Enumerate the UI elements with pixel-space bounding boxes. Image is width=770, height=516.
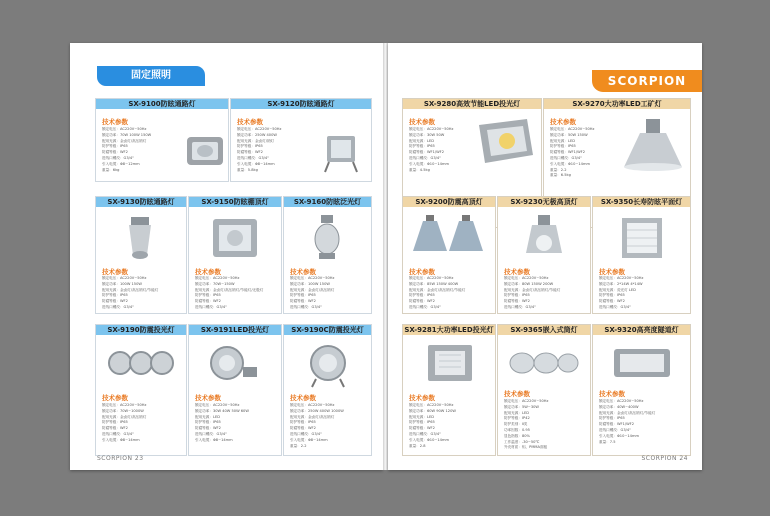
- specs-heading: 技术参数: [550, 118, 576, 126]
- led-flood-light-image: [473, 115, 537, 171]
- product-title: SX-9190C防震投光灯: [284, 325, 371, 335]
- product-title: SX-9160防眩泛光灯: [284, 197, 371, 207]
- product-card: [497, 196, 591, 314]
- product-card: [95, 324, 187, 456]
- road-light-image: [321, 132, 361, 174]
- spec-list: 额定电压：AC220V~50Hz 额定功率：50W 150W 配用光源：LED 防护等级：IP65 防腐等级：WF1/WF2 进线口螺纹：G3/4" 引入电缆：Φ10~14mm 重量：2.2 重量：6.5kg: [550, 127, 595, 178]
- product-title: SX-9150防眩棚顶灯: [189, 197, 281, 207]
- specs-heading: 技术参数: [409, 268, 435, 276]
- left-page: [70, 43, 383, 470]
- specs-heading: 技术参数: [102, 268, 128, 276]
- spec-list: 额定电压：AC220V~50Hz 额定功率：70W~1000W 配用光源：金卤灯/高压钠灯 防护等级：IP65 防腐等级：WF2 进线口螺纹：G3/4" 引入电缆：Φ8~14mm: [102, 403, 147, 442]
- led-projector-image: [207, 341, 263, 387]
- spec-list: 额定电压：AC220V~50Hz 额定功率：70W~150W 配用光源：金卤灯/高压钠灯/节能灯/无极灯 防护等级：IP65 防腐等级：WF2 进线口螺纹：G3/4": [195, 276, 264, 309]
- product-title: SX-9191LED投光灯: [189, 325, 281, 335]
- specs-heading: 技术参数: [409, 118, 435, 126]
- spec-list: 额定电压：AC220V~50Hz 额定功率：100W 150W 配用光源：金卤灯/高压钠灯 防护等级：IP65 防腐等级：WF2 进线口螺纹：G3/4": [290, 276, 335, 309]
- page-number: SCORPION 23: [97, 455, 144, 462]
- brand-logo: SCORPION: [592, 70, 702, 92]
- flood-light-image: [309, 213, 345, 263]
- product-title: SX-9190防震投光灯: [96, 325, 186, 335]
- specs-heading: 技术参数: [599, 268, 625, 276]
- product-card: [188, 324, 282, 456]
- spec-list: 额定电压：AC220V~50Hz 额定功率：5W~30W 配用光源：LED 防护等级：IP42 防护类别：Ⅱ类 功率因数：0.95 显色指数：80% 工作温度：-30~50℃ 外壳材质：铝、PMMA面板: [504, 399, 549, 450]
- product-title: SX-9200防震高顶灯: [403, 197, 495, 207]
- product-title: SX-9281大功率LED投光灯: [404, 326, 494, 334]
- product-title: SX-9230无极高顶灯: [498, 197, 590, 207]
- spec-list: 额定电压：AC220V~50Hz 额定功率：30W 40W 50W 60W 配用光源：LED 防护等级：IP65 防腐等级：WF2 进线口螺纹：G3/4" 引入电缆：Φ8~14mm: [195, 403, 249, 442]
- projector-light-image: [106, 343, 176, 385]
- tunnel-light-image: [611, 343, 673, 383]
- product-title: SX-9280高效节能LED投光灯: [403, 99, 541, 109]
- product-title: SX-9365嵌入式筒灯: [498, 325, 590, 335]
- product-title: SX-9120防眩通路灯: [231, 99, 371, 109]
- spec-list: 额定电压：AC220V~50Hz 额定功率：250W 400W 配用光源：金卤灯/钠灯 防护等级：IP65 防腐等级：WF2 进线口螺纹：G3/4" 引入电缆：Φ8~14mm 重量：5.8kg: [237, 127, 282, 172]
- specs-heading: 技术参数: [599, 390, 625, 398]
- specs-heading: 技术参数: [195, 394, 221, 402]
- induction-high-bay-image: [524, 213, 564, 263]
- product-card: [283, 196, 372, 314]
- right-page: [388, 43, 702, 470]
- specs-heading: 技术参数: [504, 268, 530, 276]
- product-title: SX-9130防眩通路灯: [96, 197, 186, 207]
- road-light-image: [184, 133, 226, 171]
- spec-list: 额定电压：AC220V~50Hz 额定功率：2*14W 4*14W 配用光源：荧光灯 LED 防护等级：IP65 防腐等级：WF2 进线口螺纹：G3/4": [599, 276, 644, 309]
- canopy-light-image: [209, 215, 261, 261]
- spec-list: 额定电压：AC220V~50Hz 额定功率：80W 150W 200W 配用光源：金卤灯/高压钠灯/节能灯 防护等级：IP65 防腐等级：WF2 进线口螺纹：G3/4": [504, 276, 561, 309]
- product-card: [592, 196, 691, 314]
- specs-heading: 技术参数: [504, 390, 530, 398]
- downlight-image: [508, 343, 580, 383]
- product-title: SX-9320高亮度隧道灯: [593, 325, 690, 335]
- product-card: [402, 324, 496, 456]
- led-flood-light-image: [425, 341, 475, 387]
- section-title: 固定照明: [97, 66, 205, 86]
- high-bay-light-image: [622, 117, 684, 173]
- product-title: SX-9350长寿防眩平面灯: [593, 197, 690, 207]
- panel-light-image: [619, 215, 665, 261]
- product-card: [95, 98, 229, 182]
- specs-heading: 技术参数: [290, 268, 316, 276]
- specs-heading: 技术参数: [102, 394, 128, 402]
- product-card: [283, 324, 372, 456]
- spec-list: 额定电压：AC220V~50Hz 额定功率：85W 150W 400W 配用光源：金卤灯/高压钠灯/节能灯 防护等级：IP65 防腐等级：WF2 进线口螺纹：G3/4": [409, 276, 466, 309]
- product-card: [402, 196, 496, 314]
- specs-heading: 技术参数: [195, 268, 221, 276]
- specs-heading: 技术参数: [409, 394, 435, 402]
- road-light-image: [121, 215, 159, 263]
- spec-list: 额定电压：AC220V~50Hz 额定功率：30W 50W 配用光源：LED 防护等级：IP65 防腐等级：WF1/WF2 进线口螺纹：G3/4" 引入电缆：Φ10~14mm 重量：4.5kg: [409, 127, 454, 172]
- product-card: [497, 324, 591, 456]
- product-card: [592, 324, 691, 456]
- spec-list: 额定电压：AC220V~50Hz 额定功率：250W 400W 1000W 配用光源：金卤灯/高压钠灯 防护等级：IP65 防腐等级：WF2 进线口螺纹：G3/4" 引入电缆：Φ8~14mm 重量：2.2: [290, 403, 344, 448]
- specs-heading: 技术参数: [290, 394, 316, 402]
- high-bay-light-image: [413, 215, 485, 261]
- spec-list: 额定电压：AC220V~50Hz 额定功率：70W 100W 150W 配用光源：金卤灯/高压钠灯 防护等级：IP65 防腐等级：WF2 进线口螺纹：G3/4" 引入电缆：Φ8~12mm 重量：6kg: [102, 127, 152, 172]
- spec-list: 额定电压：AC220V~50Hz 额定功率：100W 150W 配用光源：金卤灯/高压钠灯/节能灯 防护等级：IP65 防腐等级：WF2 进线口螺纹：G3/4": [102, 276, 159, 309]
- product-card: [230, 98, 372, 182]
- page-number: SCORPION 24: [641, 455, 688, 462]
- spec-list: 额定电压：AC220V~50Hz 额定功率：40W~400W 配用光源：金卤灯/高压钠灯/节能灯 防护等级：IP65 防腐等级：WF1/WF2 进线口螺纹：G3/4" 引入电缆：Φ10~14mm 重量：7.5: [599, 399, 656, 444]
- product-title: SX-9270大功率LED工矿灯: [544, 99, 690, 109]
- specs-heading: 技术参数: [102, 118, 128, 126]
- product-title: SX-9100防眩通路灯: [96, 99, 228, 109]
- product-card: [95, 196, 187, 314]
- product-card: [188, 196, 282, 314]
- specs-heading: 技术参数: [237, 118, 263, 126]
- spec-list: 额定电压：AC220V~50Hz 额定功率：60W 90W 120W 配用光源：LED 防护等级：IP65 防腐等级：WF2 进线口螺纹：G3/4" 引入电缆：Φ10~14mm 重量：2.8: [409, 403, 456, 448]
- projector-light-image: [302, 341, 354, 389]
